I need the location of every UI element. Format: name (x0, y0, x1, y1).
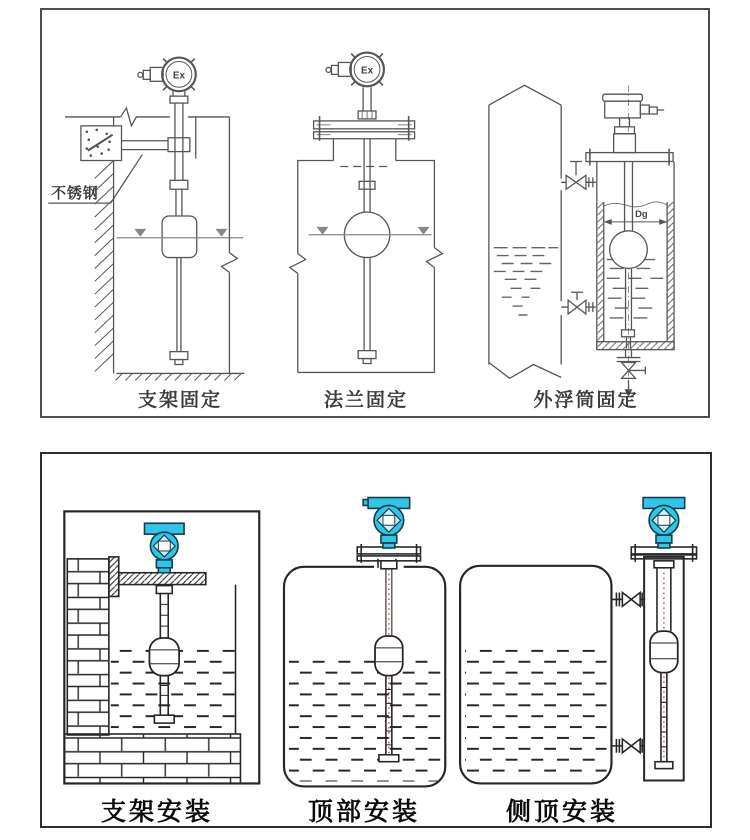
main-tank (489, 85, 561, 378)
figure-side-top-mount (460, 498, 696, 784)
caption-side-top-mount: 侧顶安装 (505, 798, 618, 826)
water-level (309, 227, 432, 235)
float-stem (650, 561, 678, 769)
liquid-dashes (607, 260, 663, 318)
water-dashes (289, 660, 440, 782)
float-stem (162, 103, 197, 364)
caption-external-chamber-fixing: 外浮筒固定 (533, 390, 639, 411)
float-icon (149, 638, 179, 676)
tank-neck (298, 139, 435, 186)
ex-transmitter-head-icon (138, 58, 196, 104)
isolation-valve-top-icon (561, 162, 596, 190)
smart-transmitter-head-icon (643, 498, 685, 548)
chamber-flange (586, 149, 673, 166)
caption-flange-fixing: 法兰固定 (323, 390, 408, 411)
float-icon (375, 636, 403, 676)
isolation-valve-bottom-icon (561, 292, 596, 314)
float-icon (650, 631, 678, 673)
dg-dimension (604, 208, 667, 225)
smart-transmitter-head-icon (144, 523, 184, 572)
label-ex: Ex (172, 70, 185, 82)
connection-valve-upper-icon (611, 593, 644, 607)
bracket-arm (121, 138, 189, 152)
water-level (117, 229, 244, 238)
figure-top-mount (284, 498, 445, 787)
ex-transmitter-head-icon (326, 53, 384, 119)
caption-top-mount: 顶部安装 (307, 798, 420, 826)
figure-flange-fixing (290, 53, 442, 373)
smart-transmitter-head-icon (363, 498, 410, 548)
pit-right-wall (116, 117, 245, 380)
brick-wall (67, 559, 109, 735)
brick-base (64, 734, 240, 783)
caption-bracket-mount: 支架安装 (100, 798, 213, 826)
connection-valve-lower-icon (611, 739, 644, 753)
ball-float-icon (610, 231, 648, 269)
water-dashes (465, 648, 606, 779)
figure-bracket-fixing (48, 58, 244, 381)
top-panel-fixing-methods (40, 8, 710, 418)
label-stainless-steel: 不锈钢 (51, 186, 99, 203)
liquid-dashes (494, 248, 558, 315)
label-dg: Dg (635, 207, 648, 219)
tank-walls (290, 175, 442, 372)
bracket-plate (81, 126, 122, 161)
label-ex: Ex (361, 65, 374, 77)
stainless-steel-annotation (48, 155, 142, 204)
float-stem (344, 139, 390, 364)
float-icon (162, 216, 197, 258)
figure-bracket-mount (64, 511, 259, 783)
junction-box-head-icon (603, 94, 664, 152)
flange-icon (314, 116, 415, 141)
top-panel-drawing (42, 10, 708, 416)
caption-bracket-fixing: 支架固定 (137, 390, 222, 411)
figure-external-chamber-fixing (489, 85, 674, 397)
bottom-panel-installation-methods (40, 452, 712, 828)
bottom-panel-drawing (42, 454, 710, 826)
